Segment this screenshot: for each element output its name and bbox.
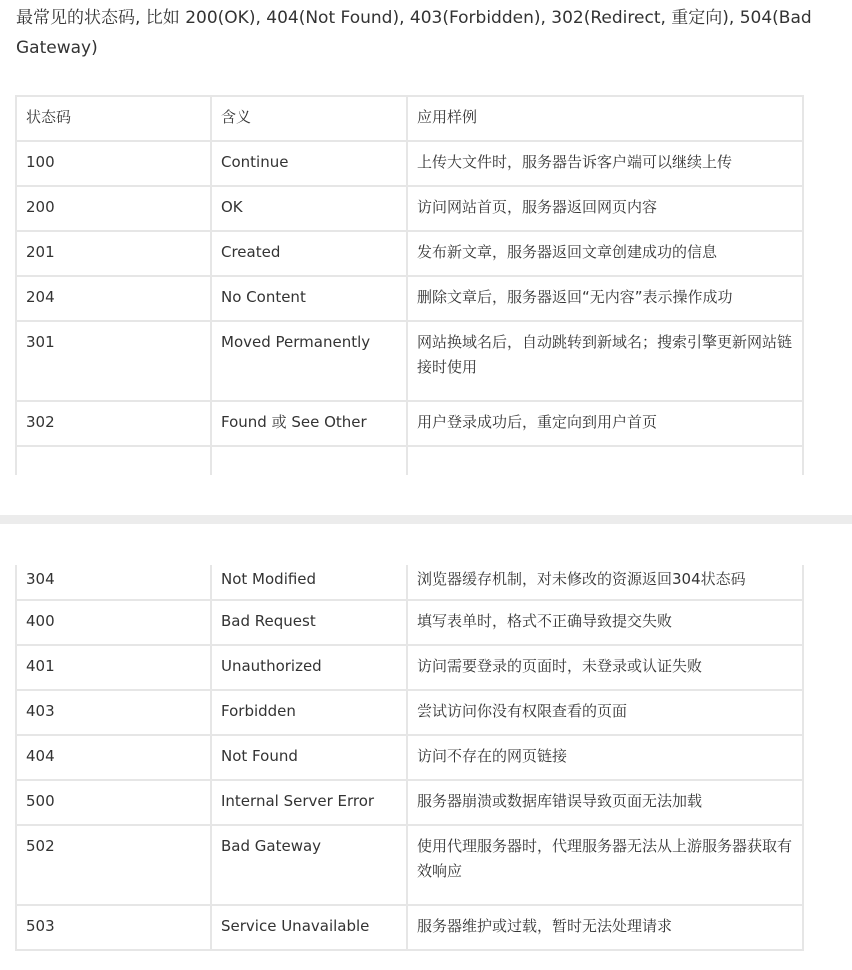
cell-meaning: Not Modified [211, 565, 407, 600]
table-row [16, 565, 803, 600]
table-row [16, 401, 803, 446]
table-row [16, 780, 803, 825]
cell-code: 500 [16, 780, 211, 825]
cell-code: 304 [16, 565, 211, 600]
cell-code: 404 [16, 735, 211, 780]
cell-code: 200 [16, 186, 211, 231]
table-row [16, 905, 803, 950]
cell-code: 204 [16, 276, 211, 321]
intro-paragraph: 最常见的状态码, 比如 200(OK), 404(Not Found), 403(Forbidden), 302(Redirect, 重定向), 504(Bad Gateway) [16, 8, 812, 58]
cell-code: 201 [16, 231, 211, 276]
cell-meaning: Moved Permanently [211, 321, 407, 401]
table-row [16, 645, 803, 690]
cell-empty [407, 446, 803, 476]
cell-example: 浏览器缓存机制，对未修改的资源返回304状态码 [407, 565, 803, 600]
cell-example: 服务器崩溃或数据库错误导致页面无法加载 [407, 780, 803, 825]
cell-empty [211, 446, 407, 476]
cell-code: 301 [16, 321, 211, 401]
cell-example: 上传大文件时，服务器告诉客户端可以继续上传 [407, 141, 803, 186]
table-row [16, 276, 803, 321]
cell-example: 服务器维护或过载，暂时无法处理请求 [407, 905, 803, 950]
cell-code: 302 [16, 401, 211, 446]
cell-example: 尝试访问你没有权限查看的页面 [407, 690, 803, 735]
cell-meaning: OK [211, 186, 407, 231]
cell-code: 503 [16, 905, 211, 950]
cell-meaning: Found 或 See Other [211, 401, 407, 446]
table-row [16, 690, 803, 735]
table-row [16, 186, 803, 231]
cell-code: 401 [16, 645, 211, 690]
cell-meaning: Unauthorized [211, 645, 407, 690]
cell-example: 访问需要登录的页面时，未登录或认证失败 [407, 645, 803, 690]
cell-meaning: Bad Request [211, 600, 407, 645]
header-code: 状态码 [16, 96, 211, 141]
cell-example: 删除文章后，服务器返回“无内容”表示操作成功 [407, 276, 803, 321]
cell-example: 网站换域名后，自动跳转到新域名；搜索引擎更新网站链接时使用 [407, 321, 803, 401]
table-row-empty [16, 446, 803, 476]
cell-code: 400 [16, 600, 211, 645]
cell-meaning: Internal Server Error [211, 780, 407, 825]
table-header-row [16, 96, 803, 141]
cell-meaning: Bad Gateway [211, 825, 407, 905]
cell-example: 用户登录成功后，重定向到用户首页 [407, 401, 803, 446]
cell-example: 使用代理服务器时，代理服务器无法从上游服务器获取有效响应 [407, 825, 803, 905]
table-row [16, 735, 803, 780]
table-row [16, 321, 803, 401]
cell-example: 访问网站首页，服务器返回网页内容 [407, 186, 803, 231]
header-example: 应用样例 [407, 96, 803, 141]
cell-meaning: Forbidden [211, 690, 407, 735]
cell-meaning: Not Found [211, 735, 407, 780]
cell-example: 填写表单时，格式不正确导致提交失败 [407, 600, 803, 645]
cell-meaning: Service Unavailable [211, 905, 407, 950]
cell-code: 403 [16, 690, 211, 735]
cell-code: 100 [16, 141, 211, 186]
cell-example: 访问不存在的网页链接 [407, 735, 803, 780]
cell-meaning: Continue [211, 141, 407, 186]
status-code-table-part1 [15, 95, 804, 476]
table-row [16, 825, 803, 905]
status-code-table-part2 [15, 565, 804, 951]
cell-meaning: Created [211, 231, 407, 276]
cell-empty [16, 446, 211, 476]
page-separator [0, 515, 852, 524]
cell-example: 发布新文章，服务器返回文章创建成功的信息 [407, 231, 803, 276]
table-row [16, 600, 803, 645]
table-row [16, 141, 803, 186]
header-meaning: 含义 [211, 96, 407, 141]
cell-code: 502 [16, 825, 211, 905]
table-row [16, 231, 803, 276]
cell-meaning: No Content [211, 276, 407, 321]
